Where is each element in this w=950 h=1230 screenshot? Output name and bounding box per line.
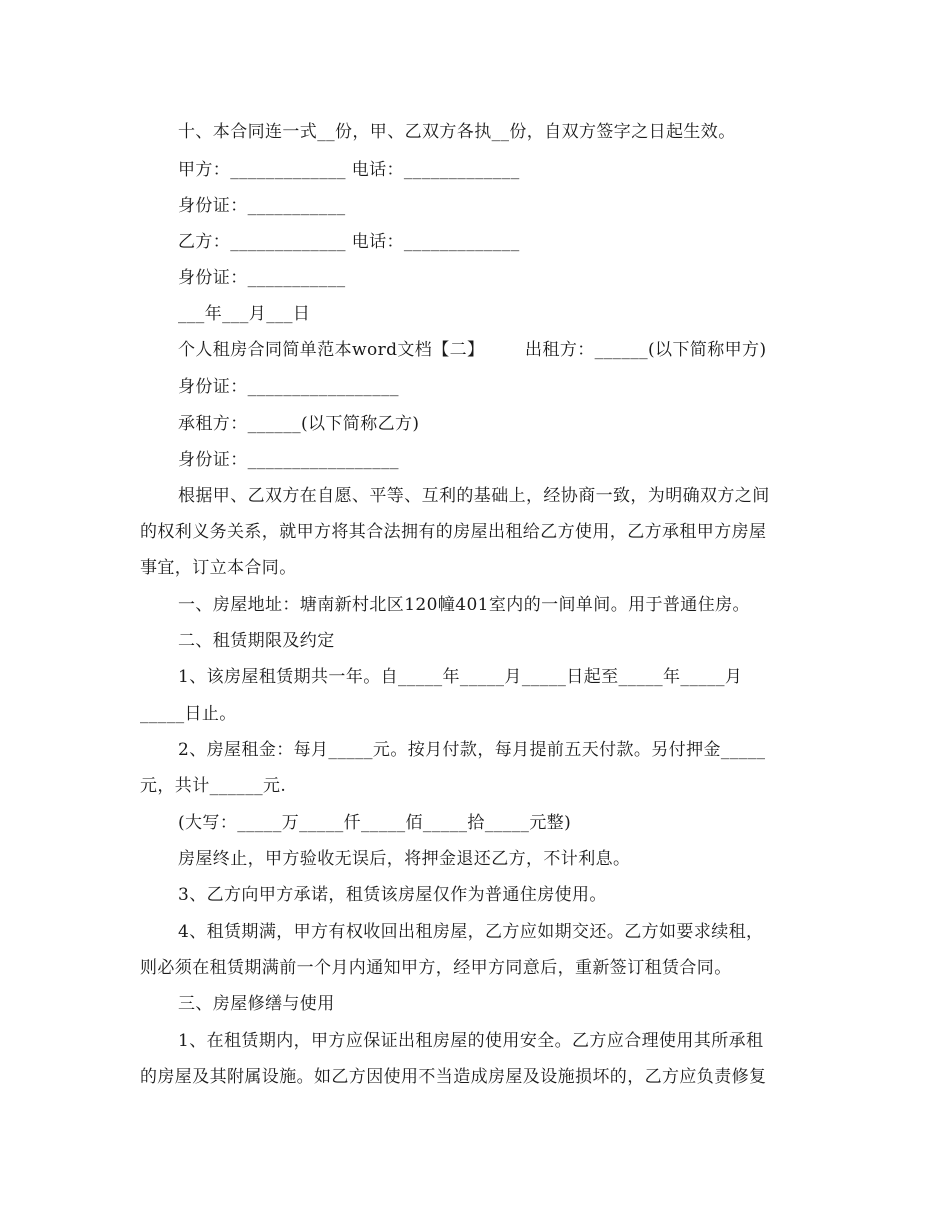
date-line: ___年___月___日	[178, 304, 311, 324]
lessee-id-line: 身份证：_________________	[178, 450, 399, 470]
preamble-line-3: 事宜，订立本合同。	[140, 558, 297, 578]
rent-line-2: 元，共计______元.	[140, 776, 287, 796]
preamble-line-1: 根据甲、乙双方在自愿、平等、互利的基础上，经协商一致，为明确双方之间	[178, 486, 770, 506]
clause-3-heading: 三、房屋修缮与使用	[178, 994, 335, 1014]
party-a-id-line: 身份证：___________	[178, 196, 346, 216]
rent-line-1: 2、房屋租金：每月_____元。按月付款，每月提前五天付款。另付押金_____	[178, 740, 766, 760]
preamble-line-2: 的权利义务关系，就甲方将其合法拥有的房屋出租给乙方使用，乙方承租甲方房屋	[140, 522, 767, 542]
deposit-refund-line: 房屋终止，甲方验收无误后，将押金退还乙方，不计利息。	[178, 849, 631, 869]
party-b-id-line: 身份证：___________	[178, 268, 346, 288]
party-b-signature-line: 乙方：_____________ 电话：_____________	[178, 232, 520, 252]
term-line-2: _____日止。	[140, 704, 237, 724]
usage-promise-line: 3、乙方向甲方承诺，租赁该房屋仅作为普通住房使用。	[178, 885, 607, 905]
renewal-line-2: 则必须在租赁期满前一个月内通知甲方，经甲方同意后，重新签订租赁合同。	[140, 958, 732, 978]
lessor-id-line: 身份证：_________________	[178, 377, 399, 397]
clause-1-address: 一、房屋地址：塘南新村北区120幢401室内的一间单间。用于普通住房。	[178, 595, 750, 615]
clause-10-effectiveness: 十、本合同连一式__份，甲、乙双方各执__份，自双方签字之日起生效。	[178, 122, 736, 142]
party-a-signature-line: 甲方：_____________ 电话：_____________	[178, 160, 520, 180]
section-two-title-lessor: 个人租房合同简单范本word文档【二】 出租方：______(以下简称甲方)	[178, 340, 767, 360]
maintenance-line-1: 1、在租赁期内，甲方应保证出租房屋的使用安全。乙方应合理使用其所承租	[178, 1031, 764, 1051]
maintenance-line-2: 的房屋及其附属设施。如乙方因使用不当造成房屋及设施损坏的，乙方应负责修复	[140, 1067, 767, 1087]
rent-amount-in-words: (大写：_____万_____仟_____佰_____拾_____元整)	[178, 813, 572, 833]
lessee-line: 承租方：______(以下简称乙方)	[178, 414, 420, 434]
clause-2-heading: 二、租赁期限及约定	[178, 631, 335, 651]
renewal-line-1: 4、租赁期满，甲方有权收回出租房屋，乙方应如期交还。乙方如要求续租，	[178, 922, 764, 942]
term-line-1: 1、该房屋租赁期共一年。自_____年_____月_____日起至_____年_____月	[178, 667, 743, 687]
